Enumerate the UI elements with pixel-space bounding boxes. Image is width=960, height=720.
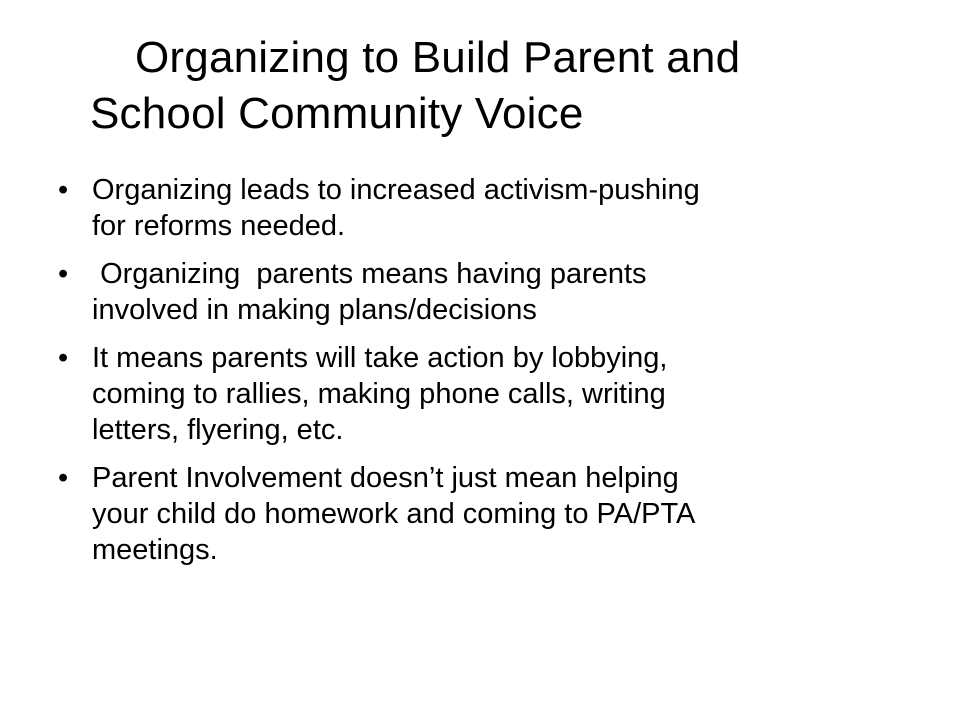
bullet-dot-icon: • (58, 174, 69, 206)
title-line: Organizing to Build Parent and (135, 33, 741, 82)
bullet-line: coming to rallies, making phone calls, writing (92, 378, 666, 410)
bullet-line: Organizing leads to increased activism-pushing (92, 174, 700, 206)
bullet-dot-icon: • (58, 258, 69, 290)
bullet-item (56, 460, 916, 568)
bullet-line: It means parents will take action by lobbying, (92, 342, 668, 374)
bullet-line: involved in making plans/decisions (92, 294, 537, 326)
bullet-item (56, 340, 916, 448)
bullet-line: meetings. (92, 534, 218, 566)
bullet-line: your child do homework and coming to PA/PTA (92, 498, 696, 530)
bullet-line: Organizing parents means having parents (92, 258, 647, 290)
bullet-line: letters, flyering, etc. (92, 414, 344, 446)
bullet-line: for reforms needed. (92, 210, 346, 242)
bullet-item (56, 256, 916, 328)
bullet-item (56, 172, 916, 244)
bullet-list (56, 172, 916, 580)
title-line: School Community Voice (90, 89, 584, 138)
bullet-line: Parent Involvement doesn’t just mean helping (92, 462, 679, 494)
bullet-dot-icon: • (58, 342, 69, 374)
bullet-dot-icon: • (58, 462, 69, 494)
slide-title (90, 30, 890, 142)
